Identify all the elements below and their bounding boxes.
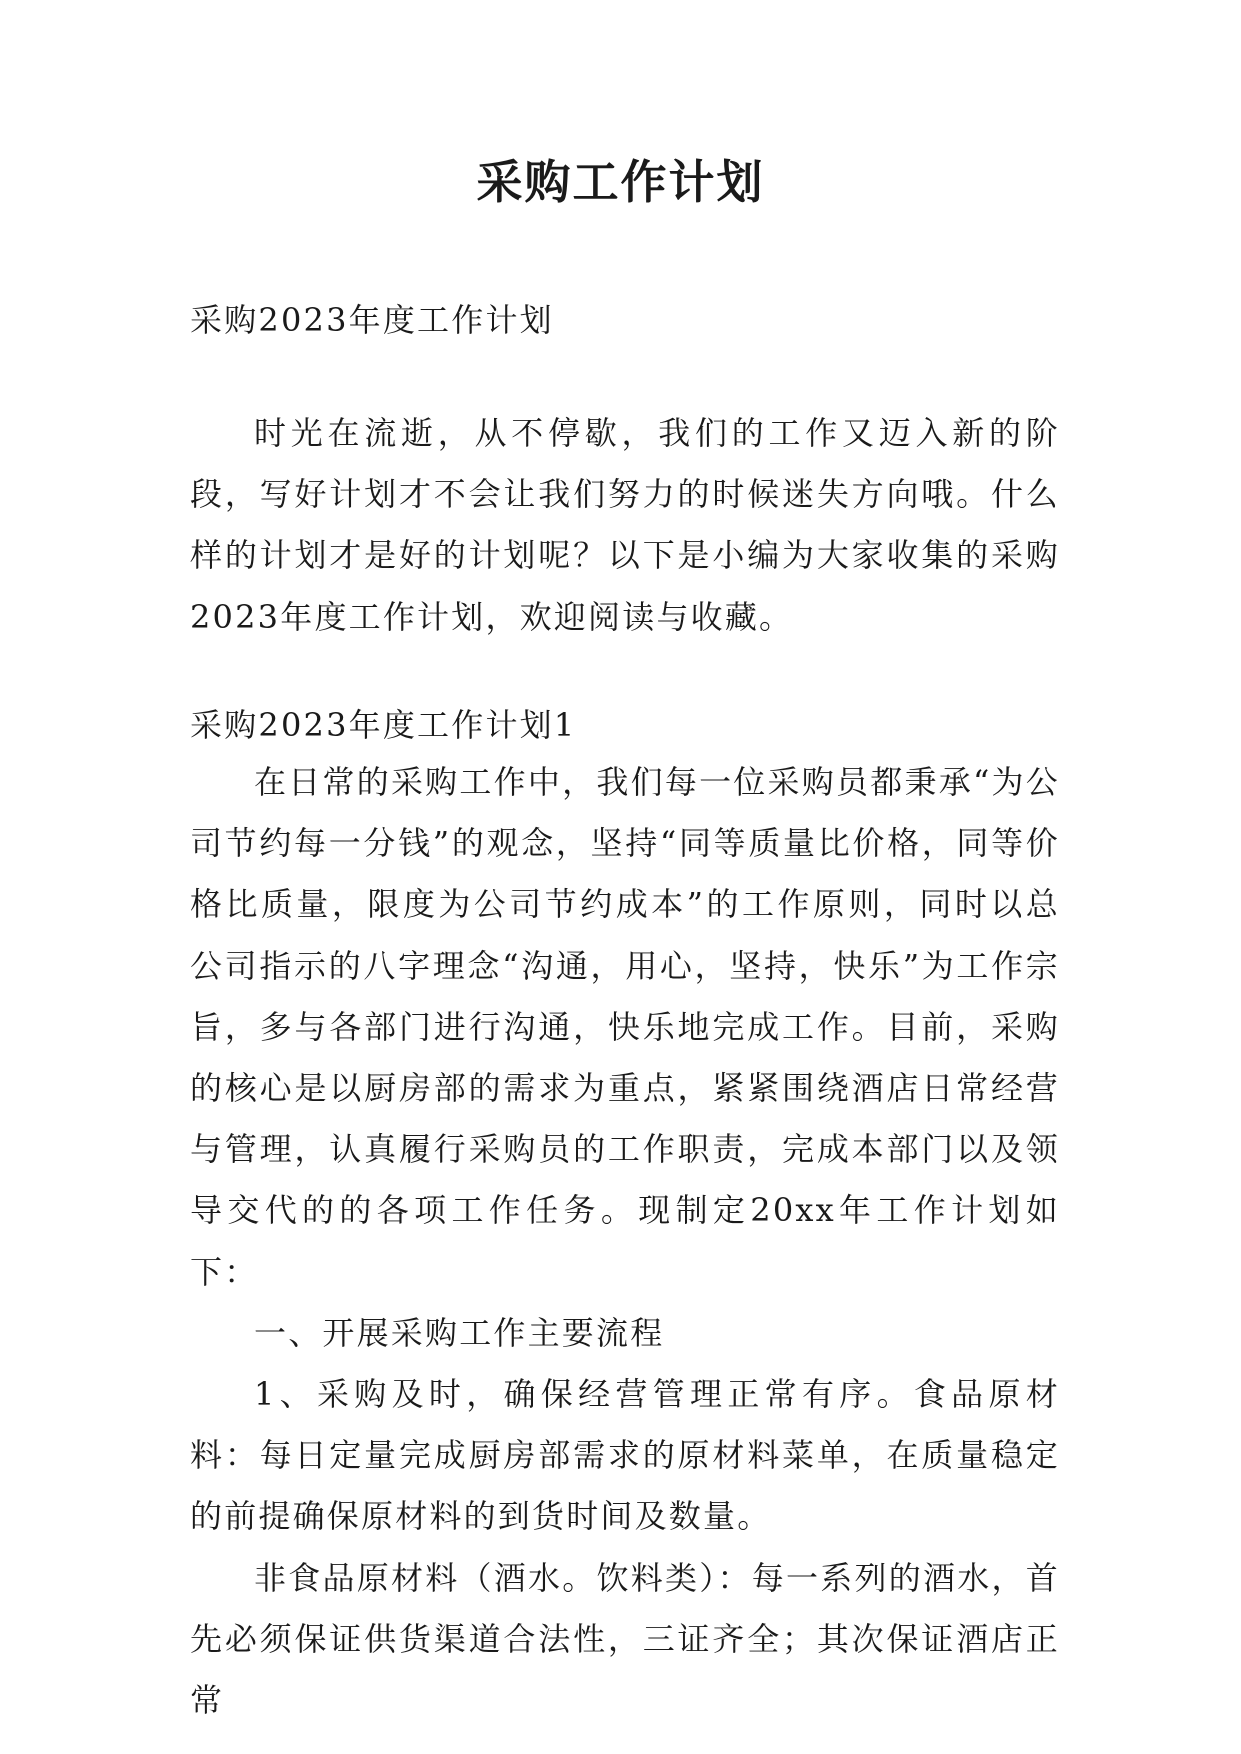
body-paragraph: 非食品原材料（酒水。饮料类）：每一系列的酒水，首先必须保证供货渠道合法性，三证齐全；其次保证酒店正常 (190, 1558, 1060, 1720)
body-paragraph: 1、采购及时，确保经营管理正常有序。食品原材料：每日定量完成厨房部需求的原材料菜单，在质量稳定的前提确保原材料的到货时间及数量。 (190, 1375, 1060, 1536)
section-heading: 采购2023年度工作计划1 (190, 706, 577, 744)
body-paragraph: 在日常的采购工作中，我们每一位采购员都秉承“为公司节约每一分钱”的观念，坚持“同等质量比价格，同等价格比质量，限度为公司节约成本”的工作原则，同时以总公司指示的八字理念“沟通，用心，坚持，快乐”为工作宗旨，多与各部门进行沟通，快乐地完成工作。目前，采购的核心是以厨房部的需求为重点，紧紧围绕酒店日常经营与管理，认真履行采购员的工作职责，完成本部门以及领导交代的的各项工作任务。现制定20xx年工作计划如下： (190, 763, 1060, 1291)
section-body (190, 752, 1060, 1731)
document-subtitle: 采购2023年度工作计划 (190, 301, 554, 339)
document-title: 采购工作计划 (476, 155, 765, 209)
intro-paragraph-block (190, 403, 1060, 648)
body-paragraph: 一、开展采购工作主要流程 (254, 1313, 665, 1352)
intro-paragraph: 时光在流逝，从不停歇，我们的工作又迈入新的阶段，写好计划才不会让我们努力的时候迷失方向哦。什么样的计划才是好的计划呢？以下是小编为大家收集的采购2023年度工作计划，欢迎阅读与收藏。 (190, 414, 1060, 636)
